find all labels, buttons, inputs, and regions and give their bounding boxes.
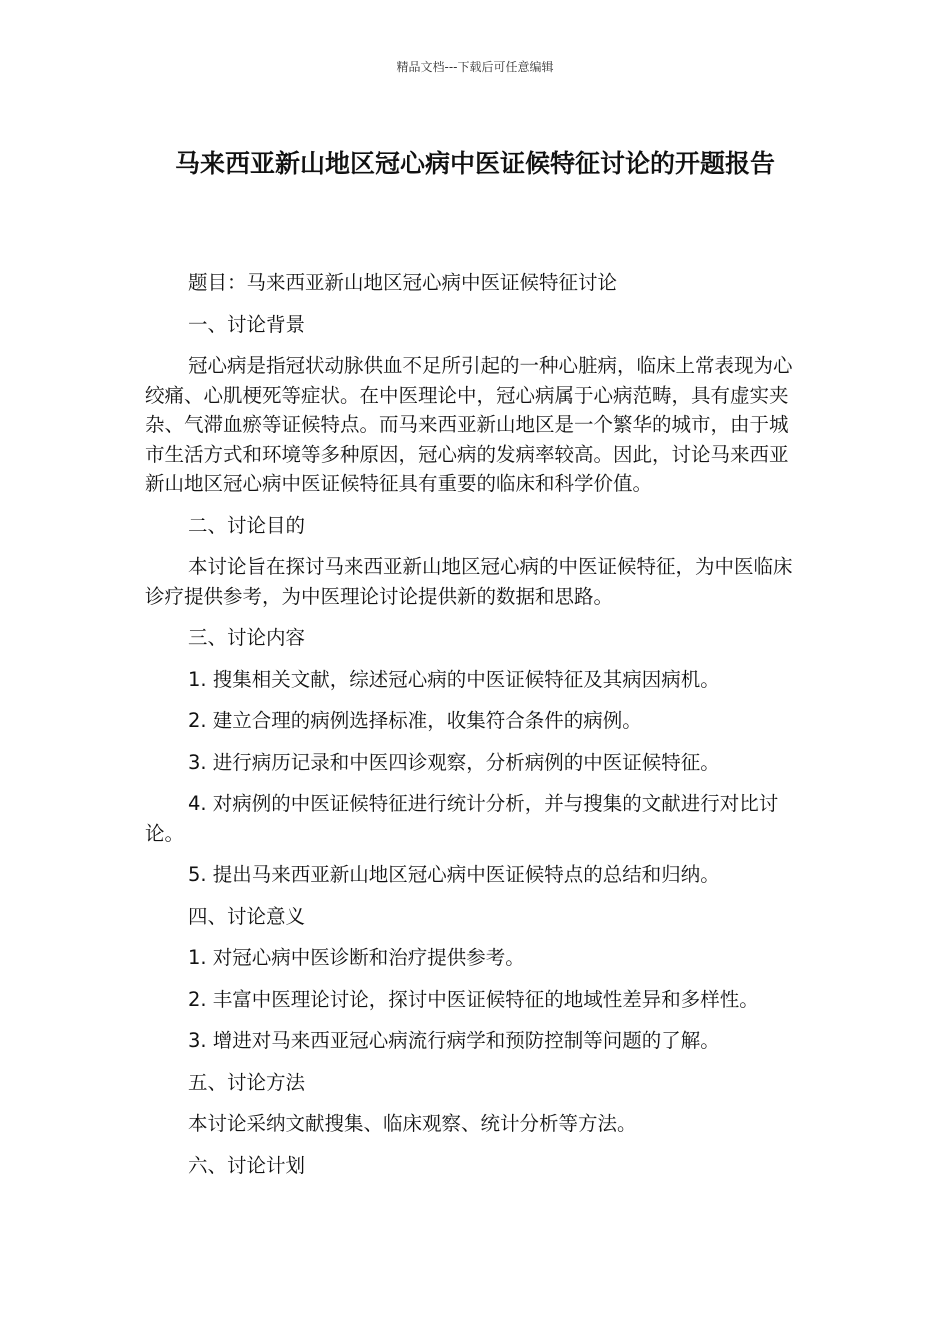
section-heading-method: 五、讨论方法 xyxy=(188,1070,306,1094)
header-note: 精品文档---下载后可任意编辑 xyxy=(396,60,554,74)
paragraph-purpose: 本讨论旨在探讨马来西亚新山地区冠心病的中医证候特征，为中医临床诊疗提供参考，为中医理论讨论提供新的数据和思路。 xyxy=(145,555,793,608)
list-item-content-2: 2. 建立合理的病例选择标准，收集符合条件的病例。 xyxy=(188,709,642,732)
section-heading-purpose: 二、讨论目的 xyxy=(188,513,306,537)
list-item-significance-3: 3. 增进对马来西亚冠心病流行病学和预防控制等问题的了解。 xyxy=(188,1029,720,1052)
list-item-content-4: 4. 对病例的中医证候特征进行统计分析，并与搜集的文献进行对比讨论。 xyxy=(145,792,779,845)
paragraph-method: 本讨论采纳文献搜集、临床观察、统计分析等方法。 xyxy=(188,1112,637,1135)
document-title: 马来西亚新山地区冠心病中医证候特征讨论的开题报告 xyxy=(174,149,775,178)
list-item-content-5: 5. 提出马来西亚新山地区冠心病中医证候特点的总结和归纳。 xyxy=(188,863,720,886)
list-item-significance-2: 2. 丰富中医理论讨论，探讨中医证候特征的地域性差异和多样性。 xyxy=(188,987,759,1011)
paragraph-topic: 题目：马来西亚新山地区冠心病中医证候特征讨论 xyxy=(188,271,618,294)
section-heading-plan: 六、讨论计划 xyxy=(188,1153,306,1177)
document-body xyxy=(145,268,805,1192)
section-heading-significance: 四、讨论意义 xyxy=(188,904,306,928)
list-item-content-3: 3. 进行病历记录和中医四诊观察，分析病例的中医证候特征。 xyxy=(188,750,720,774)
list-item-significance-1: 1. 对冠心病中医诊断和治疗提供参考。 xyxy=(188,946,525,969)
section-heading-content: 三、讨论内容 xyxy=(188,626,306,649)
section-heading-background: 一、讨论背景 xyxy=(188,312,306,336)
list-item-content-1: 1. 搜集相关文献，综述冠心病的中医证候特征及其病因病机。 xyxy=(188,667,720,691)
paragraph-background: 冠心病是指冠状动脉供血不足所引起的一种心脏病，临床上常表现为心绞痛、心肌梗死等症状。在中医理论中，冠心病属于心病范畴，具有虚实夹杂、气滞血瘀等证候特点。而马来西亚新山地区是一个繁华的城市，由于城市生活方式和环境等多种原因，冠心病的发病率较高。因此，讨论马来西亚新山地区冠心病中医证候特征具有重要的临床和科学价值。 xyxy=(145,354,793,495)
